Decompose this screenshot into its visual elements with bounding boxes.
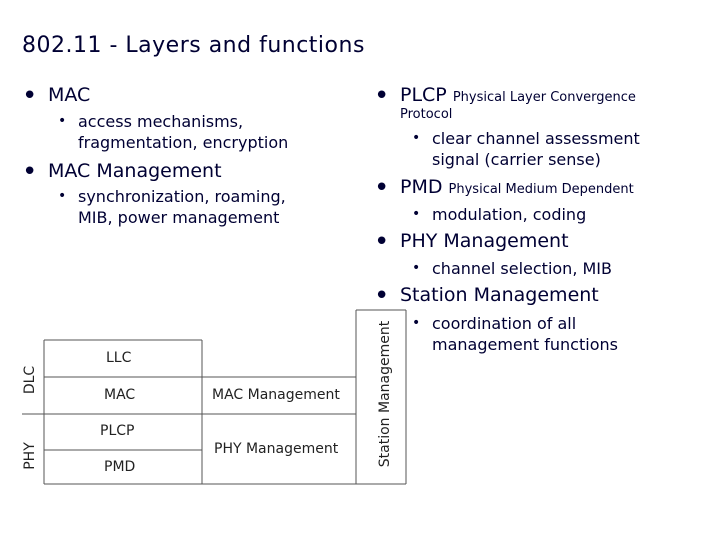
plcp-label: PLCP [400,84,447,106]
pmd-desc: Physical Medium Dependent [448,182,634,197]
llc-cell: LLC [106,350,132,366]
plcp-desc-2: Protocol [400,107,453,122]
dlc-label: DLC [22,365,39,395]
station-management-cell: Station Management [377,320,394,468]
plcp-cell: PLCP [100,423,135,439]
mac-mgmt-item-line-1: • synchronization, roaming, [78,187,286,206]
bullet-phy-mgmt-item: • channel selection, MIB [432,258,612,279]
phy-label: PHY [21,442,38,470]
bullet-pmd-item: • modulation, coding [432,204,586,225]
mac-item-line-1: • access mechanisms, [78,112,244,131]
pmd-cell: PMD [104,459,136,475]
page-title: 802.11 - Layers and functions [22,33,365,58]
plcp-desc-1: Physical Layer Convergence [452,90,636,105]
pmd-label: PMD [400,176,443,198]
mac-item-line-2: fragmentation, encryption [78,133,289,152]
bullet-phy-management: • PHY Management [400,230,569,252]
mac-mgmt-item-line-2: MIB, power management [78,208,280,227]
bullet-station-management: • Station Management [400,284,599,306]
phy-management-cell: PHY Management [214,441,339,457]
bullet-mac-management: • MAC Management [48,160,222,182]
plcp-item-line-1: • clear channel assessment [432,129,640,148]
mac-cell: MAC [104,387,136,403]
mac-management-cell: MAC Management [212,387,340,403]
station-item-line-2: management functions [432,335,618,354]
bullet-mac: • MAC [48,84,90,106]
plcp-item-line-2: signal (carrier sense) [432,150,601,169]
station-item-line-1: • coordination of all [432,314,577,333]
